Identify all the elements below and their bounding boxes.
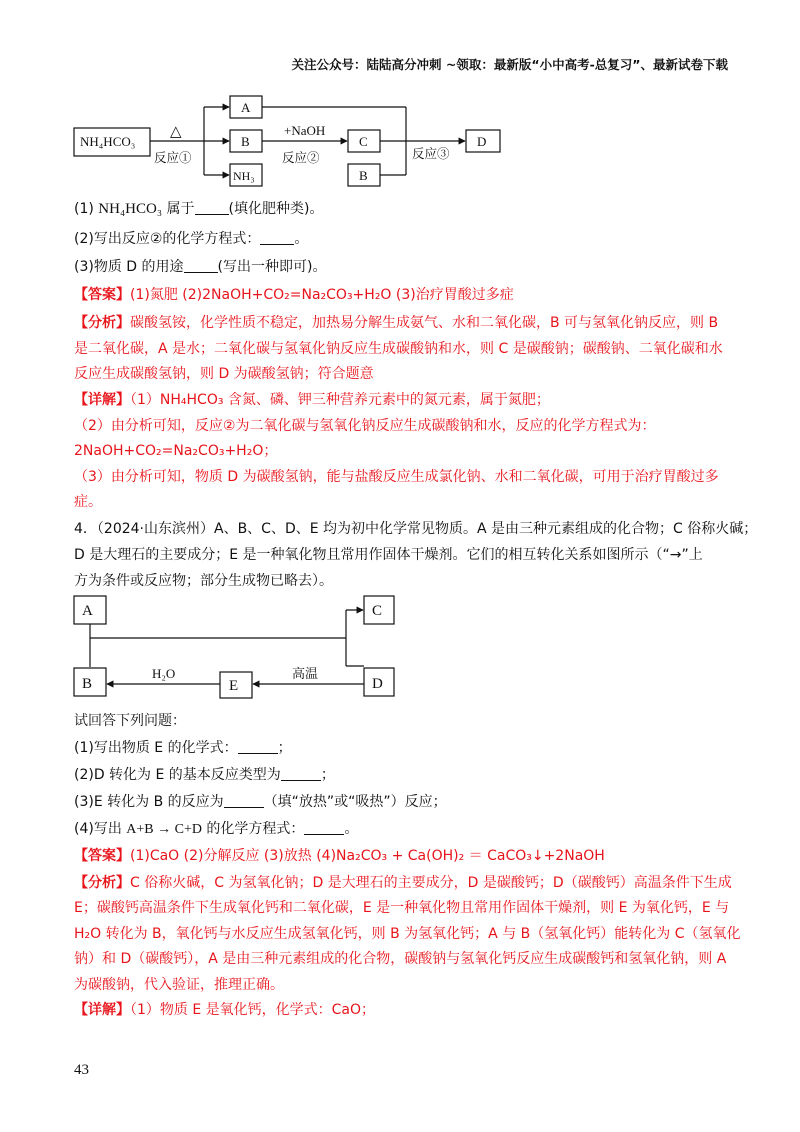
nh4hco3-label: NH₄HCO₃ — [80, 134, 136, 149]
q3-detail-line2: （2）由分析可知，反应②为二氧化碳与氢氧化钠反应生成碳酸钠和水，反应的化学方程式为： — [74, 418, 656, 434]
node-d: D — [477, 134, 487, 149]
node-d: D — [372, 676, 383, 692]
answer-blank[interactable] — [195, 200, 229, 215]
q3-analysis-line3: 反应生成碳酸氢钠，则 D 为碳酸氢钠；符合题意 — [74, 366, 374, 382]
heat-symbol: △ — [170, 124, 182, 140]
answer-blank[interactable] — [238, 739, 278, 754]
node-b: B — [241, 134, 250, 149]
answer-blank[interactable] — [224, 793, 264, 808]
node-b: B — [82, 676, 93, 692]
q4-stem-line3: 方为条件或反应物；部分生成物已略去）。 — [74, 573, 333, 589]
q3-detail-line5: 症。 — [74, 494, 102, 510]
q3-detail-line3: 2NaOH+CO₂=Na₂CO₃+H₂O； — [74, 443, 278, 459]
node-nh3: NH₃ — [233, 169, 255, 183]
q4-analysis-line3: H₂O 转化为 B，氧化钙与水反应生成氢氧化钙，则 B 为氢氧化钙；A 与 B（氢氧化钙）能转化为 C（氢氧化 — [74, 926, 741, 942]
nh4hco3-formula: NH₄HCO₃ — [98, 201, 163, 217]
reaction-3-label: 反应③ — [412, 147, 450, 161]
answer-blank[interactable] — [281, 766, 321, 781]
answer-blank[interactable] — [184, 258, 218, 273]
node-c: C — [372, 603, 383, 619]
node-a: A — [82, 603, 93, 619]
q4-answer: 【答案】(1)CaO (2)分解反应 (3)放热 (4)Na₂CO₃ + Ca(OH)₂ ＝ CaCO₃↓+2NaOH — [74, 848, 605, 864]
q3-answer: 【答案】(1)氮肥 (2)2NaOH+CO₂=Na₂CO₃+H₂O (3)治疗胃酸过多症 — [74, 287, 514, 303]
naoh-label: +NaOH — [284, 123, 326, 138]
q4-part3: (3)E 转化为 B 的反应为 （填“放热”或“吸热”）反应； — [74, 794, 447, 810]
q3-part1: (1) NH₄HCO₃ 属于 (填化肥种类)。 — [74, 201, 324, 217]
q4-ask: 试回答下列问题： — [74, 713, 186, 729]
node-b2: B — [359, 168, 368, 183]
q4-stem-line1: 4．（2024·山东滨州）A、B、C、D、E 均为初中化学常见物质。A 是由三种元素组成的化合物；C 俗称火碱； — [74, 521, 758, 537]
q4-part4: (4)写出 A+B → C+D 的化学方程式： 。 — [74, 821, 359, 837]
q4-part2: (2)D 转化为 E 的基本反应类型为 ； — [74, 767, 335, 783]
node-e: E — [229, 678, 239, 694]
reaction-formula: A+B → C+D — [126, 822, 202, 837]
reaction-flow-diagram-1 — [70, 92, 510, 192]
node-a: A — [241, 100, 251, 115]
q3-detail-line1: 【详解】（1）NH₄HCO₃ 含氮、磷、钾三种营养元素中的氮元素，属于氮肥； — [74, 392, 550, 408]
reaction-flow-diagram-2 — [70, 592, 400, 702]
q4-analysis-line1: 【分析】C 俗称火碱，C 为氢氧化钠；D 是大理石的主要成分，D 是碳酸钙；D（碳酸钙）高温条件下生成 — [74, 875, 732, 891]
q4-part1: (1)写出物质 E 的化学式： ； — [74, 740, 292, 756]
node-c: C — [359, 134, 368, 149]
q3-detail-line4: （3）由分析可知，物质 D 为碳酸氢钠，能与盐酸反应生成氯化钠、水和二氧化碳，可用于治疗胃酸过多 — [74, 469, 719, 485]
q4-analysis-line5: 为碳酸钠，代入验证，推理正确。 — [74, 977, 284, 993]
page-number: 43 — [74, 1062, 89, 1078]
q3-analysis-line2: 是二氧化碳，A 是水；二氧化碳与氢氧化钠反应生成碳酸钠和水，则 C 是碳酸钠；碳酸钠、二氧化碳和水 — [74, 341, 723, 357]
q4-stem-line2: D 是大理石的主要成分；E 是一种氧化物且常用作固体干燥剂。它们的相互转化关系如图所示（“→”上 — [74, 547, 703, 563]
q3-part3: (3)物质 D 的用途 (写出一种即可)。 — [74, 259, 327, 275]
h2o-label: H₂O — [152, 666, 176, 681]
q3-analysis-line1: 【分析】碳酸氢铵，化学性质不稳定，加热易分解生成氨气、水和二氧化碳，B 可与氢氧化钠反应，则 B — [74, 315, 719, 331]
reaction-1-label: 反应① — [154, 151, 192, 165]
q4-analysis-line4: 钠）和 D（碳酸钙），A 是由三种元素组成的化合物，碳酸钠与氢氧化钙反应生成碳酸钙和氢氧化钠，则 A — [74, 951, 727, 967]
q4-analysis-line2: E；碳酸钙高温条件下生成氧化钙和二氧化碳，E 是一种氧化物且常用作固体干燥剂，则 E 为氧化钙，E 与 — [74, 900, 730, 916]
q3-part2: (2)写出反应②的化学方程式： 。 — [74, 231, 309, 247]
answer-blank[interactable] — [260, 230, 294, 245]
q4-detail-line1: 【详解】（1）物质 E 是氧化钙，化学式：CaO； — [74, 1002, 376, 1018]
answer-blank[interactable] — [304, 820, 344, 835]
high-temp-label: 高温 — [292, 666, 319, 681]
reaction-2-label: 反应② — [282, 151, 320, 165]
page-header: 关注公众号：陆陆高分冲刺 ~领取：最新版“小中高考-总复习”、最新试卷下载 — [291, 57, 728, 72]
